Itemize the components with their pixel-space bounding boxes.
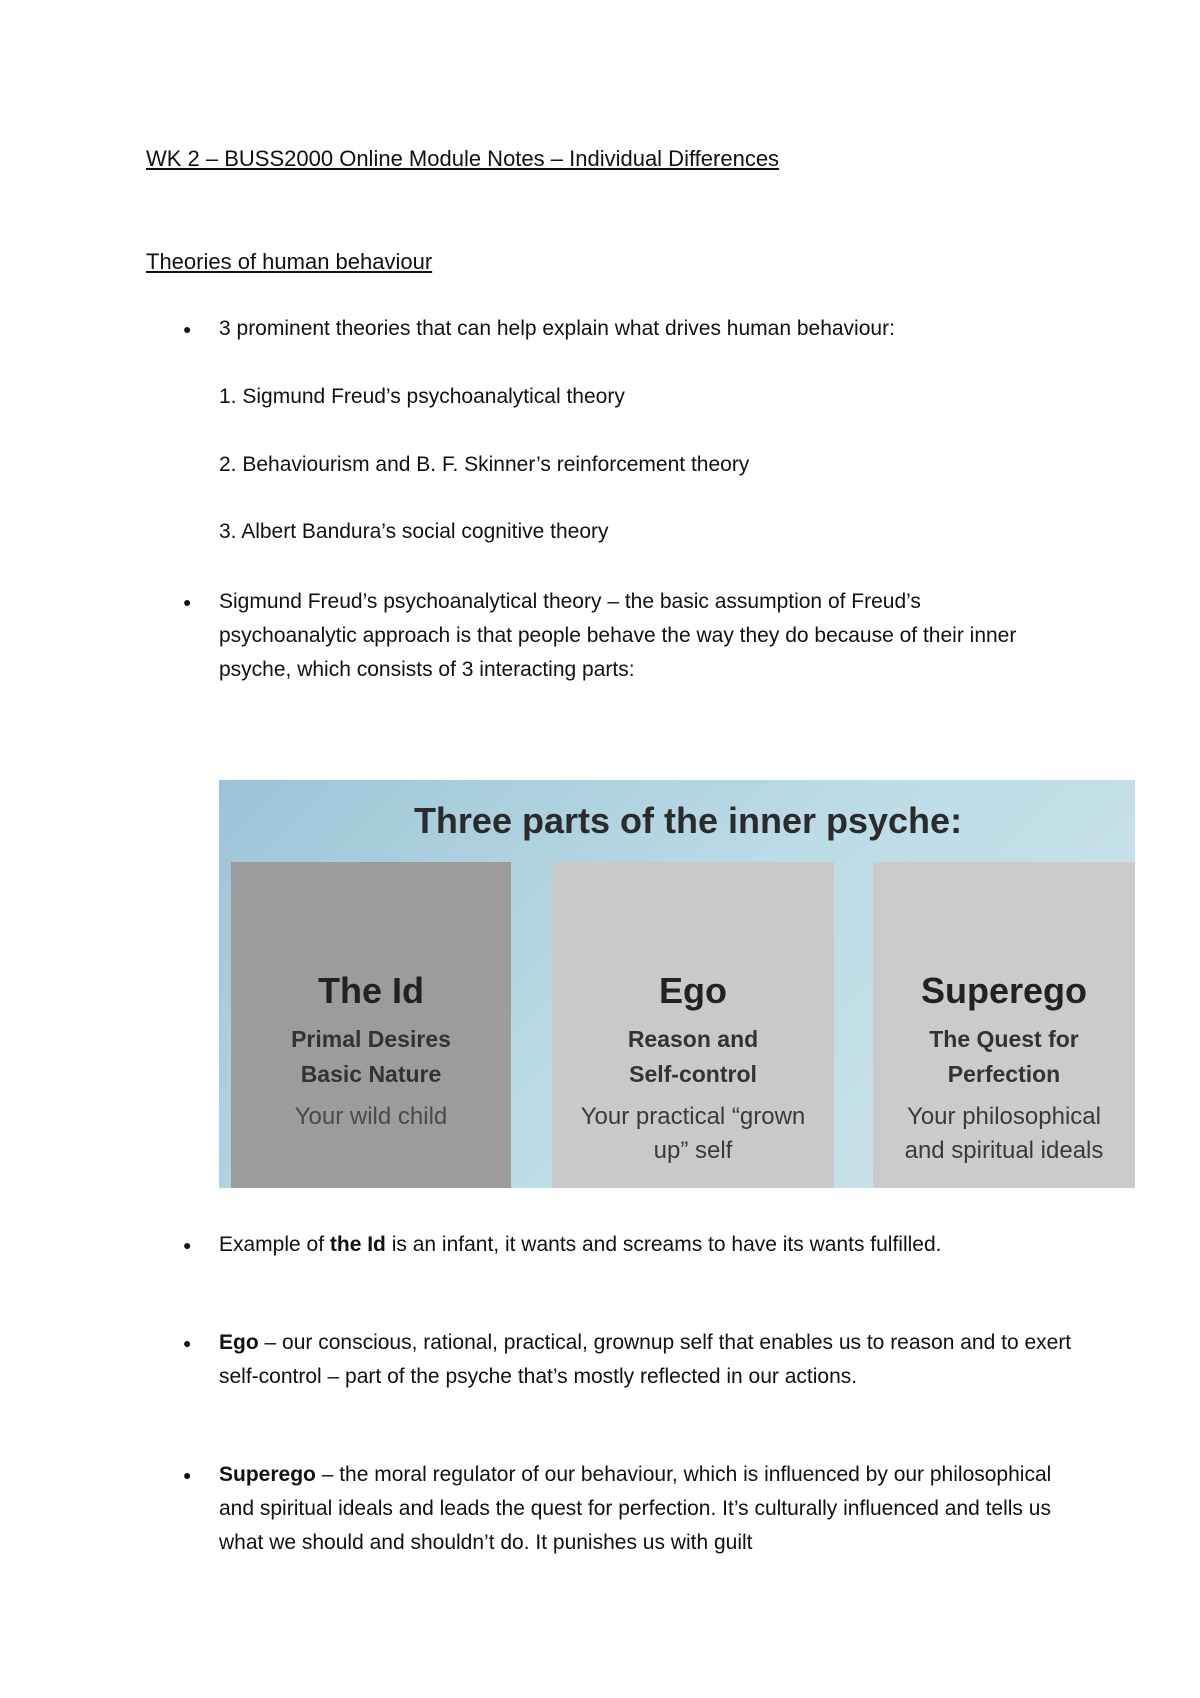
card-description-line: Your philosophical (907, 1103, 1101, 1130)
bullet-marker: ● (183, 1237, 192, 1253)
card-ego (552, 862, 834, 1188)
card-subtitle-line: Reason and (627, 1026, 759, 1052)
card-description (873, 1100, 1135, 1168)
theory-item-2: 2. Behaviourism and B. F. Skinner’s reinforcement theory (219, 453, 750, 476)
card-subtitle-line: Perfection (947, 1061, 1061, 1087)
card-subtitle (873, 1022, 1135, 1092)
card-name: Ego (659, 970, 727, 1011)
theory-item-1: 1. Sigmund Freud’s psychoanalytical theory (219, 385, 625, 408)
ego-paragraph (219, 1326, 1099, 1394)
bullet-marker: ● (183, 1335, 192, 1351)
bullet-marker: ● (183, 594, 192, 610)
inner-psyche-figure (219, 780, 1135, 1188)
freud-paragraph: Sigmund Freud’s psychoanalytical theory – the basic assumption of Freud’s psychoanalytic approach is that people behave the way they do because of their inner psyche, which consists of 3 interacting parts: (219, 590, 1017, 681)
superego-description: – the moral regulator of our behaviour, which is influenced by our philosophical and spiritual ideals and leads the quest for perfection. It’s culturally influenced and tells us what we should and shouldn’t do. It punishes us with guilt (219, 1463, 1052, 1554)
id-example-paragraph (219, 1228, 1079, 1262)
theory-item-3: 3. Albert Bandura’s social cognitive theory (219, 520, 609, 543)
card-description-line: up” self (653, 1137, 733, 1164)
superego-paragraph (219, 1458, 1059, 1560)
card-superego (873, 862, 1135, 1188)
card-subtitle-line: Self-control (629, 1061, 757, 1087)
superego-term: Superego (219, 1463, 316, 1486)
bullet-marker: ● (183, 321, 192, 337)
card-description-line: Your practical “grown (580, 1103, 806, 1130)
card-description (552, 1100, 834, 1168)
card-description-line: Your wild child (294, 1103, 448, 1130)
card-description-line: and spiritual ideals (904, 1137, 1104, 1164)
card-name: Superego (920, 970, 1088, 1011)
id-example-rest: is an infant, it wants and screams to have its wants fulfilled. (385, 1233, 942, 1256)
id-term: the Id (329, 1233, 386, 1256)
id-example-prefix: Example of (219, 1233, 330, 1256)
bullet-intro-text: 3 prominent theories that can help explain what drives human behaviour: (219, 317, 895, 340)
ego-description: – our conscious, rational, practical, grownup self that enables us to reason and to exert self-control – part of the psyche that’s mostly reflected in our actions. (219, 1331, 1072, 1388)
bullet-marker: ● (183, 1467, 192, 1483)
ego-term: Ego (219, 1331, 259, 1354)
card-id (231, 862, 511, 1188)
card-subtitle-line: Primal Desires (291, 1026, 451, 1052)
section-heading: Theories of human behaviour (146, 249, 433, 274)
card-subtitle (231, 1022, 511, 1092)
card-description (231, 1100, 511, 1134)
document-title: WK 2 – BUSS2000 Online Module Notes – Individual Differences (146, 146, 780, 171)
figure-title: Three parts of the inner psyche: (413, 800, 963, 841)
card-name: The Id (318, 970, 424, 1011)
card-subtitle-line: The Quest for (929, 1026, 1079, 1052)
card-subtitle-line: Basic Nature (300, 1061, 442, 1087)
card-subtitle (552, 1022, 834, 1092)
